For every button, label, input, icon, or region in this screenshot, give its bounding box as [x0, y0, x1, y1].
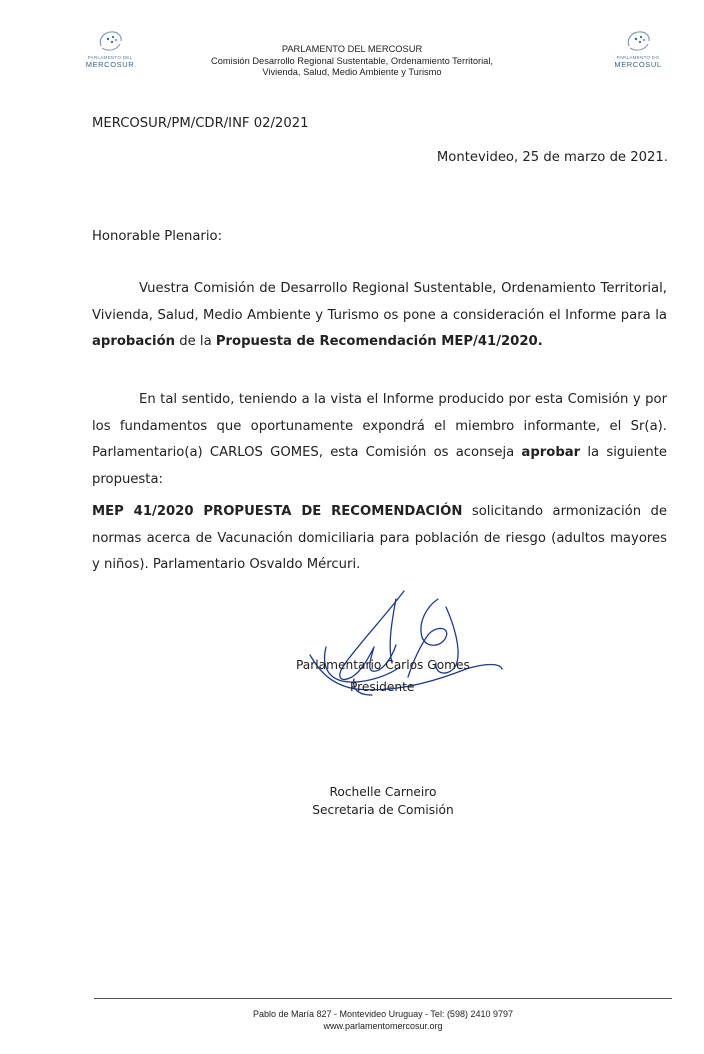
- secretary-role: Secretaria de Comisión: [312, 803, 454, 817]
- signatory-role: Presidente: [350, 680, 415, 694]
- document-date: Montevideo, 25 de marzo de 2021.: [436, 150, 668, 165]
- letterhead-title: PARLAMENTO DEL MERCOSUR: [281, 44, 423, 54]
- paragraph3-text: solicitando armonización de normas acerca de Vacunación domiciliaria para población de riesgo (adultos mayores y niños). Parlamentario Osvaldo Mércuri.: [92, 504, 668, 572]
- paragraph2-end: la siguiente propuesta:: [92, 445, 668, 487]
- letterhead-commission-line2: Vivienda, Salud, Medio Ambiente y Turismo: [262, 67, 442, 77]
- footer-website: www.parlamentomercosur.org: [323, 1021, 443, 1031]
- secretary-name: Rochelle Carneiro: [329, 785, 437, 799]
- logo-left-small-text: PARLAMENTO DEL: [87, 55, 133, 60]
- document-reference: MERCOSUR/PM/CDR/INF 02/2021: [92, 116, 309, 131]
- logo-right-name: MERCOSUL: [614, 60, 662, 69]
- paragraph1-bold-aprobacion: aprobación: [92, 334, 176, 349]
- paragraph-recommendation: [92, 387, 667, 493]
- logo-right-small-text: PARLAMENTO DO: [616, 55, 660, 60]
- paragraph1-text: Vuestra Comisión de Desarrollo Regional Sustentable, Ordenamiento Territorial, Vivienda, Salud, Medio Ambiente y Turismo os pone a consideración el Informe para la: [92, 281, 667, 323]
- mercosul-emblem-icon: [624, 28, 652, 54]
- footer-address: Pablo de María 827 - Montevideo Uruguay - Tel: (598) 2410 9797: [253, 1009, 513, 1019]
- paragraph-proposal: [92, 499, 667, 579]
- mercosur-emblem-icon: [96, 28, 124, 54]
- salutation: Honorable Plenario:: [92, 229, 223, 244]
- logo-parlamento-do-mercosul: [608, 28, 668, 69]
- paragraph2-text: En tal sentido, teniendo a la vista el Informe producido por esta Comisión y por los fundamentos que oportunamente expondrá el miembro informante, el Sr(a). Parlamentario(a) CARLOS GOMES, esta Comisión os aconseja: [92, 392, 667, 460]
- logo-parlamento-del-mercosur: [80, 28, 140, 69]
- paragraph1-bold-proposal: Propuesta de Recomendación MEP/41/2020.: [215, 334, 543, 349]
- footer: [0, 1008, 704, 1032]
- paragraph1-mid: de la: [175, 334, 216, 349]
- paragraph-consideration: [92, 276, 667, 356]
- paragraph3-bold-proposal-title: MEP 41/2020 PROPUESTA DE RECOMENDACIÓN: [92, 504, 463, 519]
- logo-left-name: MERCOSUR: [85, 60, 135, 69]
- signatory-name: Parlamentario Carlos Gomes: [296, 658, 470, 672]
- letterhead-commission-line1: Comisión Desarrollo Regional Sustentable, Ordenamiento Territorial,: [211, 55, 493, 66]
- letterhead: [190, 44, 514, 79]
- paragraph2-bold-aprobar: aprobar: [521, 445, 581, 460]
- footer-divider: [94, 998, 672, 999]
